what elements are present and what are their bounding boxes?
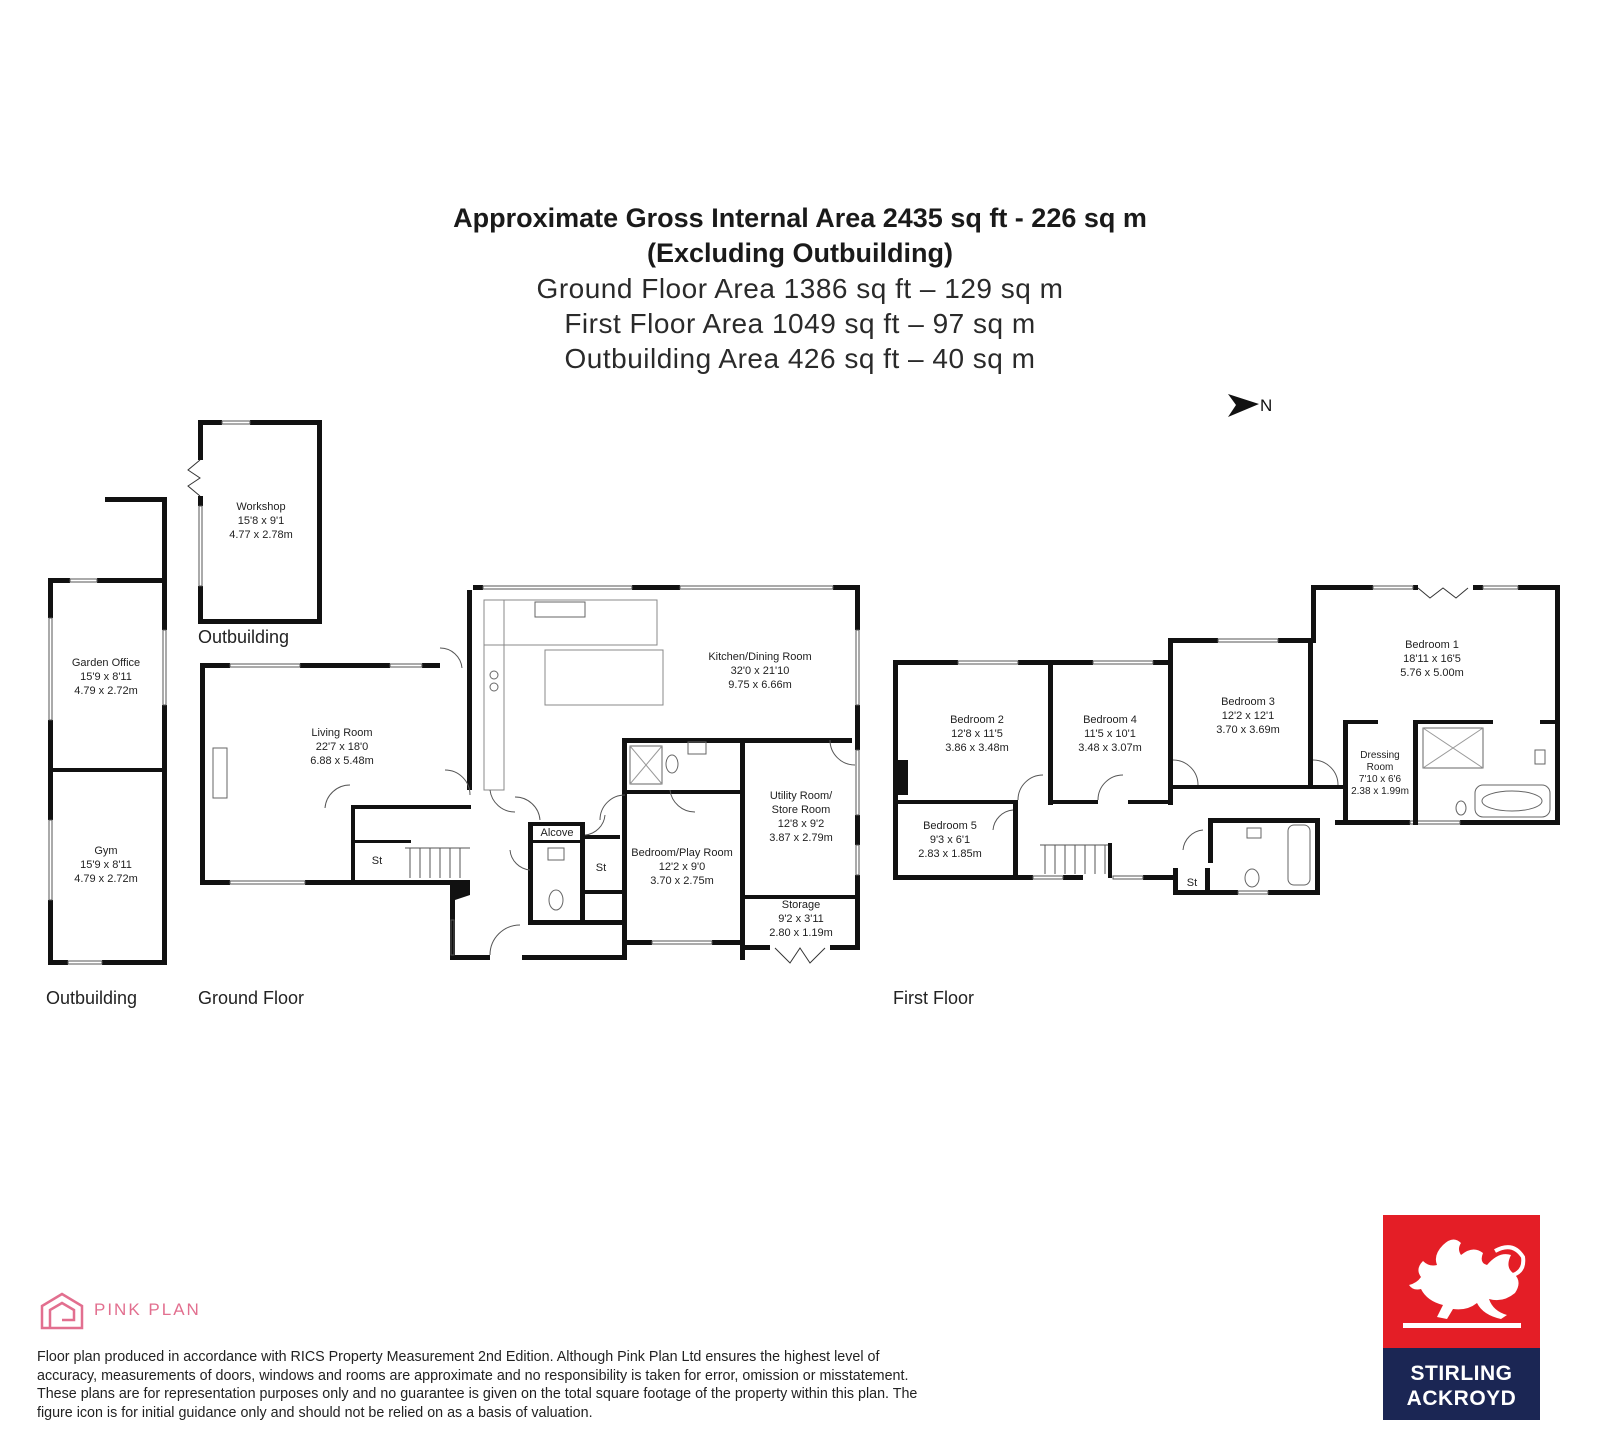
kitchen-metric: 9.75 x 6.66m — [728, 679, 792, 691]
bedroom2-name: Bedroom 2 — [950, 714, 1004, 726]
ground-floor-label: Ground Floor — [198, 988, 305, 1008]
bedroom2-imperial: 12'8 x 11'5 — [951, 728, 1003, 740]
bedroom3-name: Bedroom 3 — [1221, 696, 1275, 708]
gym-imperial: 15'9 x 8'11 — [80, 859, 132, 871]
logo-stirling-text: STIRLING — [1410, 1362, 1513, 1385]
bedroom2-metric: 3.86 x 3.48m — [945, 742, 1009, 754]
bedroom5-imperial: 9'3 x 6'1 — [929, 834, 971, 846]
excluding-outbuilding-note: (Excluding Outbuilding) — [647, 238, 953, 268]
dressing-imperial: 7'10 x 6'6 — [1358, 774, 1402, 785]
alcove-label: Alcove — [540, 827, 574, 839]
utility-name-1: Utility Room/ — [769, 790, 833, 802]
garden-office-imperial: 15'9 x 8'11 — [80, 671, 132, 683]
bedroom5-metric: 2.83 x 1.85m — [918, 848, 982, 860]
outbuilding-label-top: Outbuilding — [198, 627, 290, 647]
first-floor-area: First Floor Area 1049 sq ft – 97 sq m — [564, 308, 1036, 339]
garden-office-metric: 4.79 x 2.72m — [74, 685, 138, 697]
store-label-ground-2: St — [595, 862, 607, 874]
bedroom1-name: Bedroom 1 — [1405, 639, 1459, 651]
bedroom1-metric: 5.76 x 5.00m — [1400, 667, 1464, 679]
first-floor-walls — [893, 585, 1560, 895]
bedroom4-metric: 3.48 x 3.07m — [1078, 742, 1142, 754]
outbuilding-label-left: Outbuilding — [46, 988, 138, 1008]
workshop-imperial: 15'8 x 9'1 — [237, 515, 285, 527]
bedroom4-name: Bedroom 4 — [1083, 714, 1137, 726]
north-arrow-icon — [1228, 394, 1259, 417]
living-room-imperial: 22'7 x 18'0 — [315, 741, 369, 753]
storage-metric: 2.80 x 1.19m — [769, 927, 833, 939]
stirling-ackroyd-logo — [1383, 1215, 1540, 1420]
bedroom4-imperial: 11'5 x 10'1 — [1084, 728, 1136, 740]
disclaimer-text: Floor plan produced in accordance with RICS Property Measurement 2nd Edition. Although Pink Plan Ltd ensures the highest level of accuracy, measurements of doors, windows and rooms are approximate and no responsibility is taken for error, omission or misstatement. These plans are for representation purposes only and no guarantee is given on the total square footage of the property within this plan. The figure icon is for initial guidance only and should not be relied on as a basis of valuation. — [37, 1349, 918, 1421]
bedroom1-imperial: 18'11 x 16'5 — [1403, 653, 1461, 665]
bedroom5-name: Bedroom 5 — [923, 820, 977, 832]
gross-area-title: Approximate Gross Internal Area 2435 sq ft - 226 sq m — [453, 203, 1147, 233]
utility-name-2: Store Room — [771, 804, 831, 816]
workshop-name: Workshop — [236, 501, 286, 513]
store-label-ground-1: St — [371, 855, 383, 867]
storage-name: Storage — [781, 899, 821, 911]
store-label-first: St — [1186, 877, 1198, 889]
gym-metric: 4.79 x 2.72m — [74, 873, 138, 885]
outbuilding-area: Outbuilding Area 426 sq ft – 40 sq m — [564, 343, 1036, 374]
first-floor-label: First Floor — [893, 988, 974, 1008]
garden-office-name: Garden Office — [71, 657, 141, 669]
dressing-metric: 2.38 x 1.99m — [1351, 786, 1409, 797]
logo-red-panel — [1383, 1215, 1540, 1348]
griffin-icon — [1383, 1215, 1540, 1348]
pink-plan-wordmark: PINK PLAN — [94, 1300, 201, 1319]
logo-ackroyd-text: ACKROYD — [1406, 1387, 1517, 1410]
workshop-metric: 4.77 x 2.78m — [229, 529, 293, 541]
living-room-metric: 6.88 x 5.48m — [310, 755, 374, 767]
ground-floor-area: Ground Floor Area 1386 sq ft – 129 sq m — [536, 273, 1064, 304]
utility-imperial: 12'8 x 9'2 — [777, 818, 825, 830]
bedroom3-metric: 3.70 x 3.69m — [1216, 724, 1280, 736]
storage-imperial: 9'2 x 3'11 — [778, 913, 824, 925]
dressing-name-1: Dressing — [1360, 750, 1400, 761]
gym-name: Gym — [94, 845, 118, 857]
bedroom-play-imperial: 12'2 x 9'0 — [658, 861, 706, 873]
kitchen-name: Kitchen/Dining Room — [708, 651, 812, 663]
ground-floor-walls — [200, 585, 860, 963]
pink-plan-logo-icon — [38, 1290, 88, 1332]
dressing-name-2: Room — [1366, 762, 1394, 773]
living-room-name: Living Room — [311, 727, 373, 739]
kitchen-imperial: 32'0 x 21'10 — [730, 665, 790, 677]
utility-metric: 3.87 x 2.79m — [769, 832, 833, 844]
bedroom-play-metric: 3.70 x 2.75m — [650, 875, 714, 887]
north-label: N — [1260, 396, 1273, 415]
garden-office-gym-walls — [48, 497, 167, 965]
bedroom-play-name: Bedroom/Play Room — [631, 847, 733, 859]
bedroom3-imperial: 12'2 x 12'1 — [1221, 710, 1275, 722]
